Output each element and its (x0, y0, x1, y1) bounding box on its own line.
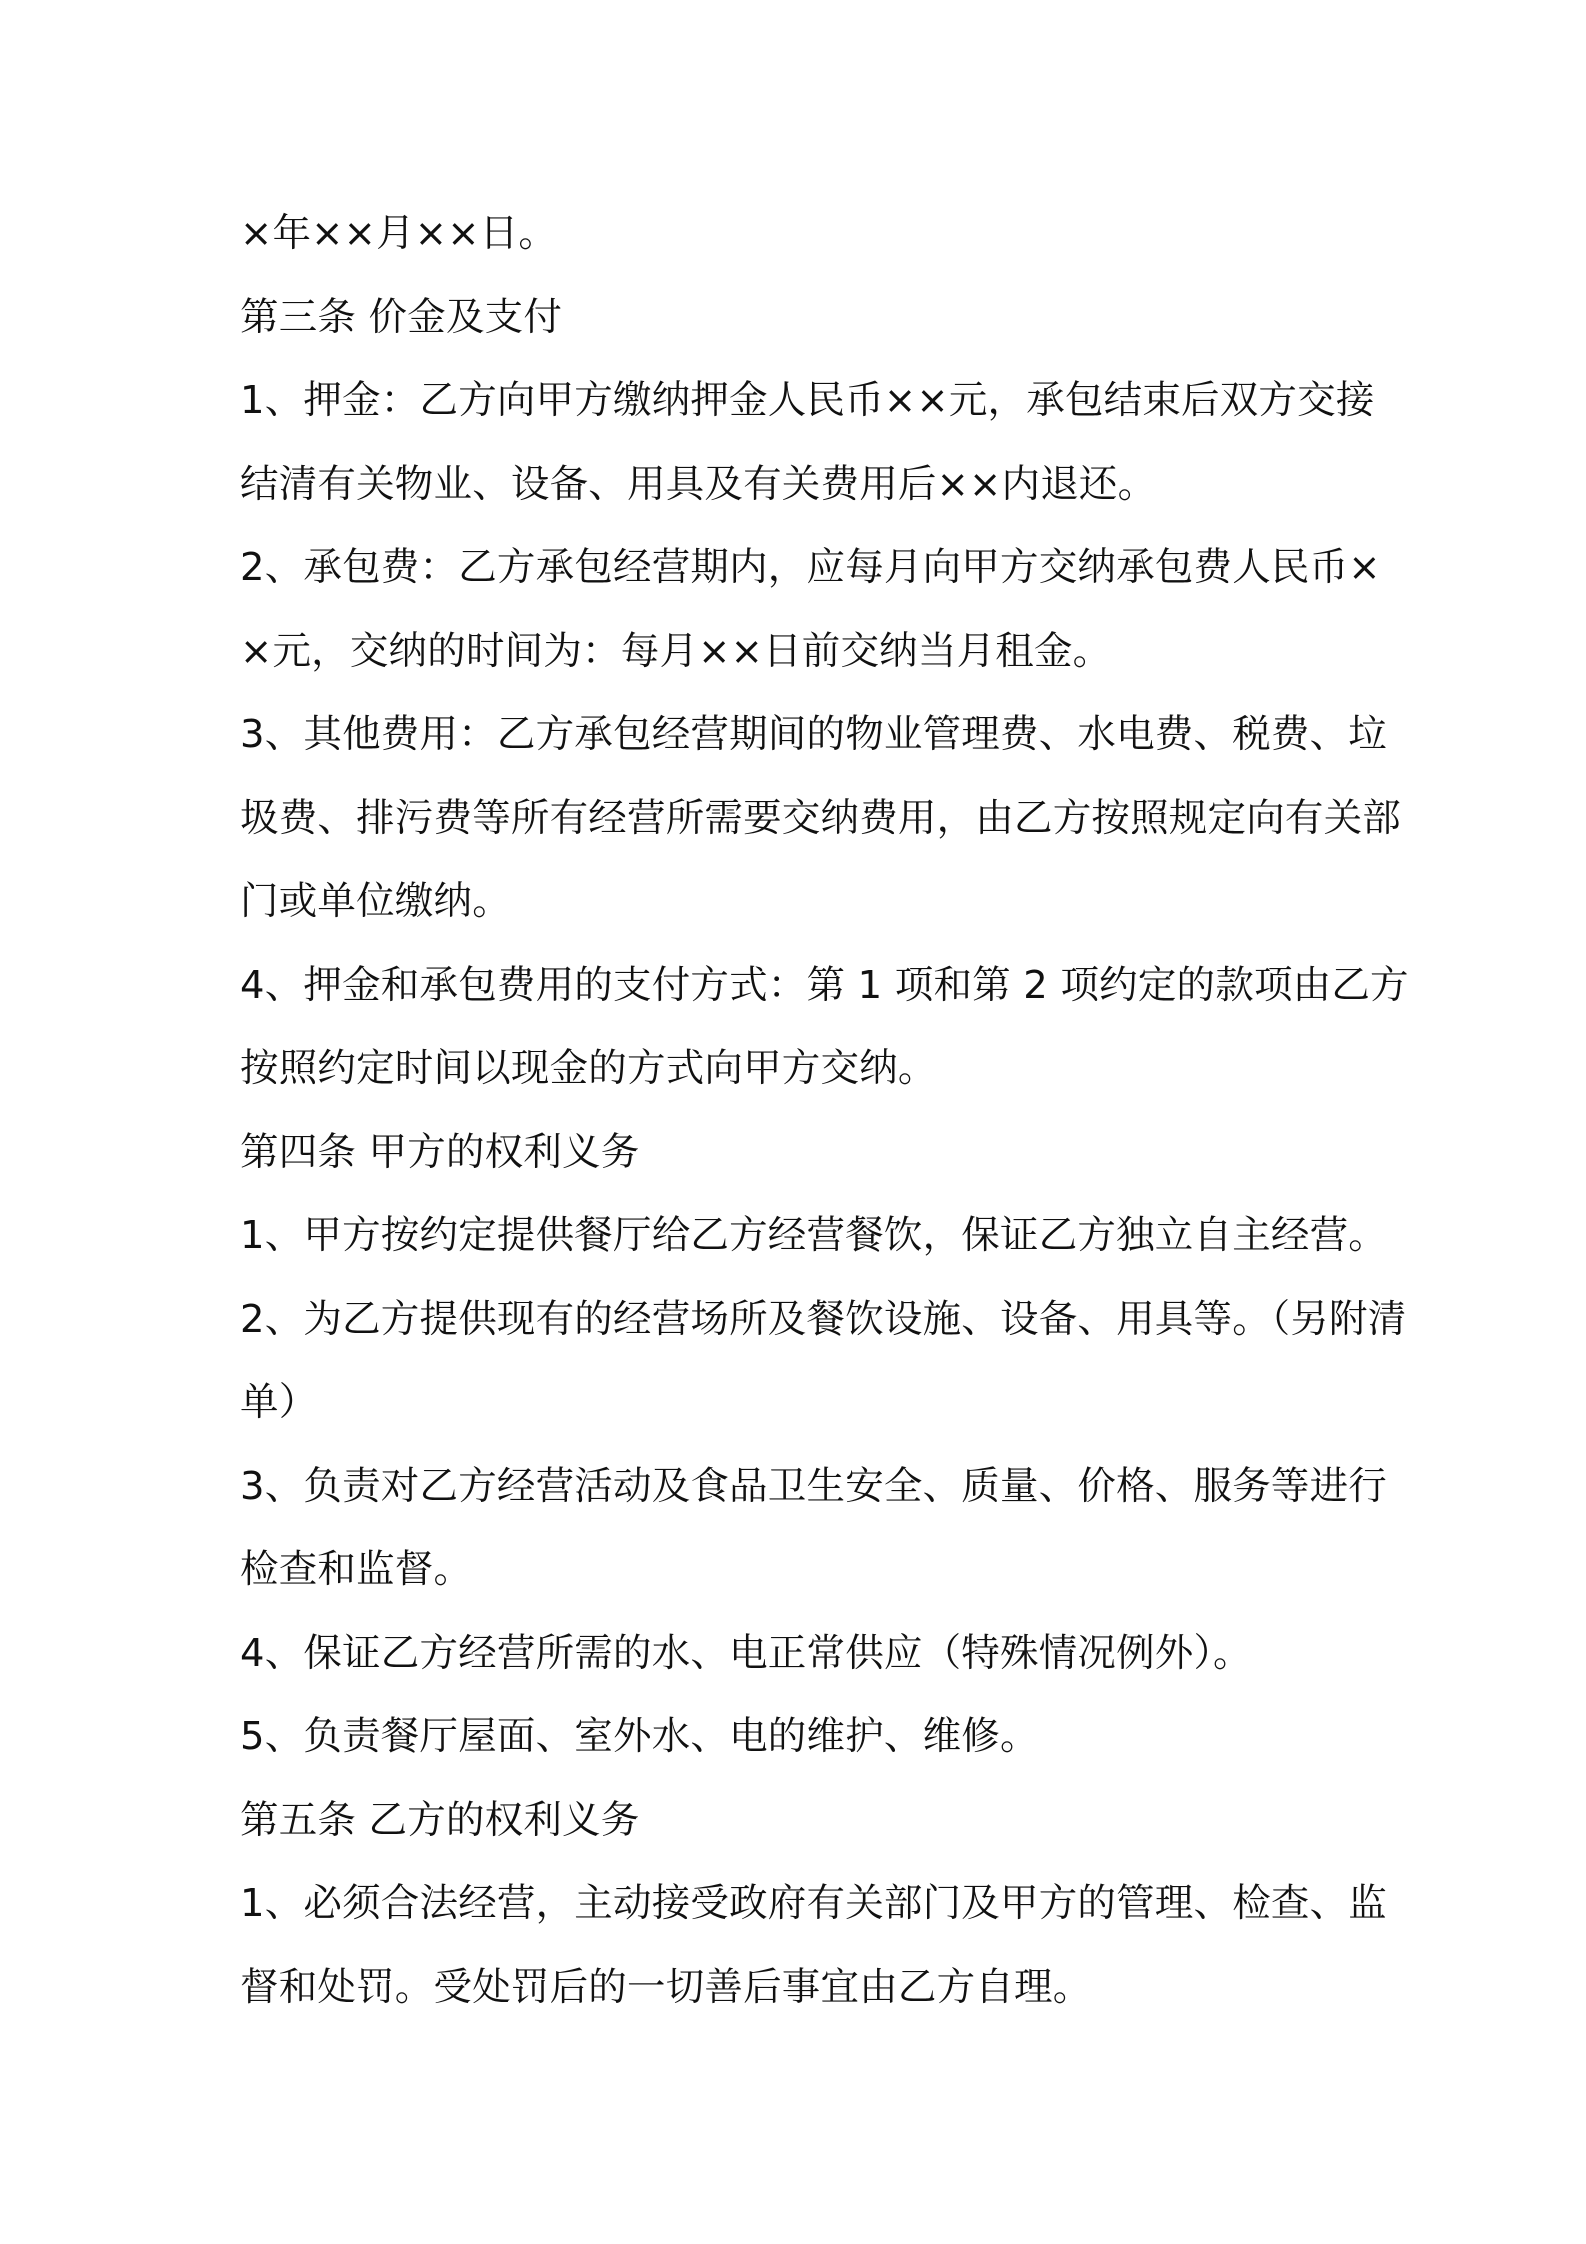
article-4-clause-1: 1、甲方按约定提供餐厅给乙方经营餐饮，保证乙方独立自主经营。 (240, 1213, 1387, 1258)
article-5-heading: 第五条 乙方的权利义务 (240, 1797, 640, 1843)
article-3-clause-3-cont: 圾费、排污费等所有经营所需要交纳费用，由乙方按照规定向有关部 (240, 795, 1402, 841)
article-3-clause-1: 1、押金：乙方向甲方缴纳押金人民币××元，承包结束后双方交接 (240, 378, 1375, 423)
document-body (240, 192, 1409, 2029)
article-3-clause-2: 2、承包费：乙方承包经营期内，应每月向甲方交纳承包费人民币× (240, 545, 1381, 590)
article-5-clause-1: 1、必须合法经营，主动接受政府有关部门及甲方的管理、检查、监 (240, 1881, 1387, 1926)
article-3-clause-1-cont: 结清有关物业、设备、用具及有关费用后××内退还。 (240, 461, 1157, 507)
date-line-continued: ×年××月××日。 (240, 211, 558, 256)
article-3-clause-3: 3、其他费用：乙方承包经营期间的物业管理费、水电费、税费、垃 (240, 712, 1387, 757)
article-4-clause-2: 2、为乙方提供现有的经营场所及餐饮设施、设备、用具等。（另附清 (240, 1296, 1407, 1342)
article-4-heading: 第四条 甲方的权利义务 (240, 1129, 640, 1175)
article-4-clause-3: 3、负责对乙方经营活动及食品卫生安全、质量、价格、服务等进行 (240, 1463, 1387, 1509)
article-3-clause-4-cont: 按照约定时间以现金的方式向甲方交纳。 (240, 1046, 937, 1091)
article-4-clause-4: 4、保证乙方经营所需的水、电正常供应（特殊情况例外）。 (240, 1630, 1252, 1676)
article-4-clause-5: 5、负责餐厅屋面、室外水、电的维护、维修。 (240, 1714, 1039, 1759)
article-5-clause-1-cont: 督和处罚。受处罚后的一切善后事宜由乙方自理。 (240, 1964, 1092, 2010)
article-3-heading: 第三条 价金及支付 (240, 294, 563, 340)
article-3-clause-3-cont-2: 门或单位缴纳。 (240, 879, 511, 924)
article-4-clause-3-cont: 检查和监督。 (240, 1547, 473, 1592)
article-3-clause-2-cont: ×元，交纳的时间为：每月××日前交纳当月租金。 (240, 628, 1112, 674)
article-3-clause-4: 4、押金和承包费用的支付方式：第 1 项和第 2 项约定的款项由乙方 (240, 962, 1409, 1008)
article-4-clause-2-cont: 单） (240, 1380, 318, 1425)
